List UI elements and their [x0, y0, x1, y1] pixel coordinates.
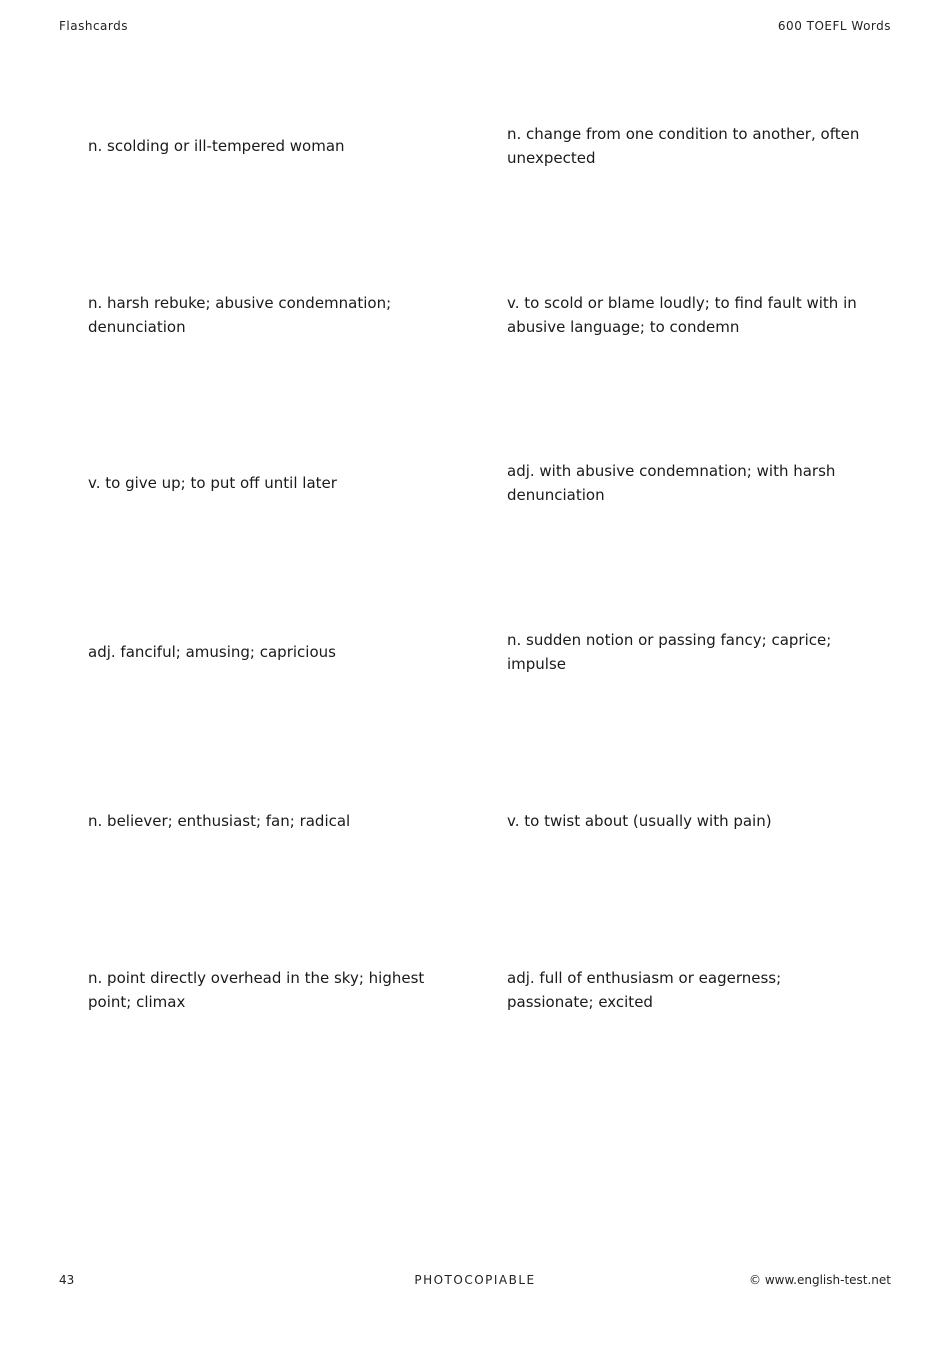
flashcard [507, 399, 867, 567]
flashcard-definition: v. to scold or blame loudly; to find fault with in abusive language; to condemn [507, 294, 857, 336]
flashcard-definition: adj. with abusive condemnation; with harsh denunciation [507, 462, 836, 504]
running-head-right: 600 TOEFL Words [777, 19, 891, 33]
flashcard-definition: adj. fanciful; amusing; capricious [88, 643, 336, 661]
flashcard [88, 231, 448, 399]
flashcard [507, 737, 867, 905]
flashcard-definition: n. sudden notion or passing fancy; caprice; impulse [507, 631, 832, 673]
flashcard [507, 62, 867, 230]
flashcard-definition: adj. full of enthusiasm or eagerness; passionate; excited [507, 969, 782, 1011]
flashcard [88, 399, 448, 567]
flashcard [507, 231, 867, 399]
photocopiable-label: PHOTOCOPIABLE [414, 1273, 536, 1287]
page-number: 43 [59, 1273, 75, 1287]
flashcard-definition: n. change from one condition to another, often unexpected [507, 125, 860, 167]
flashcard-definition: v. to give up; to put off until later [88, 474, 337, 492]
flashcard-definition: n. point directly overhead in the sky; highest point; climax [88, 969, 425, 1011]
flashcard-definition: n. believer; enthusiast; fan; radical [88, 812, 351, 830]
flashcard-definition: n. harsh rebuke; abusive condemnation; denunciation [88, 294, 392, 336]
copyright-notice: © www.english-test.net [749, 1273, 891, 1287]
flashcard-definition: n. scolding or ill-tempered woman [88, 137, 345, 155]
flashcard [88, 906, 448, 1074]
flashcard-definition: v. to twist about (usually with pain) [507, 812, 772, 830]
flashcard [88, 568, 448, 736]
flashcard [507, 568, 867, 736]
flashcard [88, 737, 448, 905]
running-head-left: Flashcards [59, 19, 128, 33]
flashcard [507, 906, 867, 1074]
flashcard [88, 62, 448, 230]
